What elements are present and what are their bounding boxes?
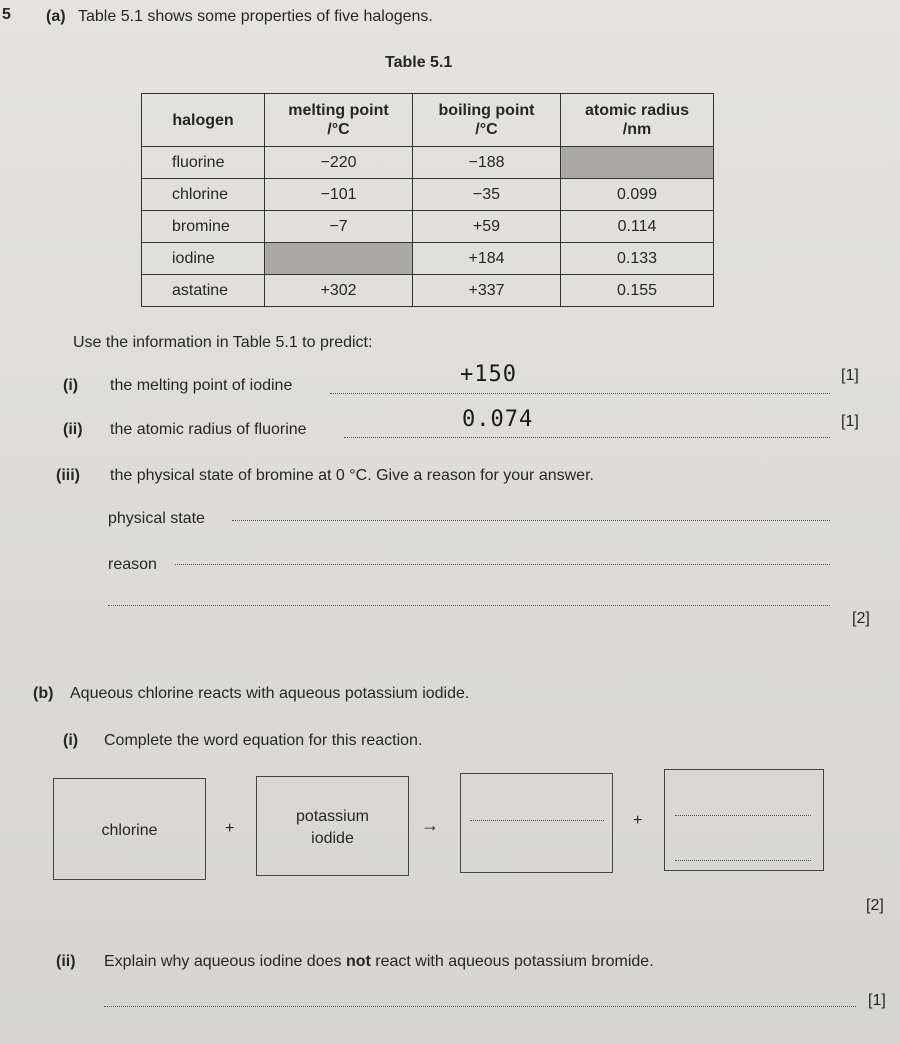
cell-radius: 0.099 (561, 179, 714, 211)
q-ii-text: the atomic radius of fluorine (110, 421, 307, 438)
cell-boiling: −188 (413, 147, 561, 179)
cell-halogen: fluorine (142, 147, 265, 179)
b-i-text: Complete the word equation for this reaction. (104, 732, 423, 749)
part-a-text: Table 5.1 shows some properties of five halogens. (78, 8, 433, 25)
header-boiling-point: boiling point /°C (413, 94, 561, 147)
q-iii-text: the physical state of bromine at 0 °C. Give a reason for your answer. (110, 467, 594, 484)
question-number: 5 (2, 6, 11, 23)
cell-melting-shaded (265, 243, 413, 275)
q-i-answer-line[interactable] (330, 393, 830, 394)
cell-boiling: +337 (413, 275, 561, 307)
reason-answer-line-2[interactable] (108, 605, 830, 606)
reaction-arrow: → (421, 815, 439, 835)
b-ii-text: Explain why aqueous iodine does not react with aqueous potassium bromide. (104, 953, 654, 970)
table-row (142, 243, 714, 275)
cell-melting: −101 (265, 179, 413, 211)
cell-boiling: +184 (413, 243, 561, 275)
cell-halogen: chlorine (142, 179, 265, 211)
reason-answer-line-1[interactable] (175, 564, 830, 565)
table-row (142, 179, 714, 211)
product-box-2 (664, 769, 824, 871)
cell-boiling: −35 (413, 179, 561, 211)
b-i-label: (i) (63, 732, 79, 749)
cell-melting: −220 (265, 147, 413, 179)
halogen-properties-table (141, 93, 714, 307)
table-header-row (142, 94, 714, 147)
cell-radius: 0.114 (561, 211, 714, 243)
cell-radius: 0.155 (561, 275, 714, 307)
table-title: Table 5.1 (385, 54, 453, 71)
equation-marks: [2] (866, 897, 884, 914)
q-i-text: the melting point of iodine (110, 377, 293, 394)
plus-sign-2: + (633, 812, 643, 829)
physical-state-answer-line[interactable] (232, 520, 830, 521)
cell-melting: −7 (265, 211, 413, 243)
q-ii-label: (ii) (63, 421, 83, 438)
q-i-marks: [1] (841, 367, 859, 384)
cell-halogen: iodine (142, 243, 265, 275)
cell-melting: +302 (265, 275, 413, 307)
b-ii-marks: [1] (868, 992, 886, 1009)
cell-halogen: astatine (142, 275, 265, 307)
product-2-answer-line-1[interactable] (675, 815, 811, 816)
header-halogen: halogen (142, 94, 265, 147)
part-b-text: Aqueous chlorine reacts with aqueous potassium iodide. (70, 685, 470, 702)
table-row (142, 211, 714, 243)
q-i-label: (i) (63, 377, 79, 394)
q-ii-marks: [1] (841, 413, 859, 430)
product-2-answer-line-2[interactable] (675, 860, 811, 861)
q-ii-answer-line[interactable] (344, 437, 830, 438)
reactant-chlorine-text: chlorine (101, 822, 158, 839)
use-info-text: Use the information in Table 5.1 to predict: (73, 334, 373, 351)
b-ii-label: (ii) (56, 953, 76, 970)
cell-radius: 0.133 (561, 243, 714, 275)
part-a-label: (a) (46, 8, 66, 25)
q-i-handwritten-answer: +150 (460, 362, 517, 387)
header-atomic-radius: atomic radius /nm (561, 94, 714, 147)
table-row (142, 275, 714, 307)
cell-radius-shaded (561, 147, 714, 179)
table-row (142, 147, 714, 179)
reactant-potassium-iodide-text: potassium iodide (296, 808, 369, 847)
product-box-1 (460, 773, 613, 873)
cell-boiling: +59 (413, 211, 561, 243)
part-b-label: (b) (33, 685, 54, 702)
q-iii-marks: [2] (852, 610, 870, 627)
product-1-answer-line[interactable] (470, 820, 604, 821)
header-melting-point: melting point /°C (265, 94, 413, 147)
q-ii-handwritten-answer: 0.074 (462, 407, 534, 432)
physical-state-label: physical state (108, 510, 205, 527)
b-ii-answer-line[interactable] (104, 1006, 856, 1007)
cell-halogen: bromine (142, 211, 265, 243)
q-iii-label: (iii) (56, 467, 80, 484)
reason-label: reason (108, 556, 157, 573)
plus-sign-1: + (225, 820, 235, 837)
